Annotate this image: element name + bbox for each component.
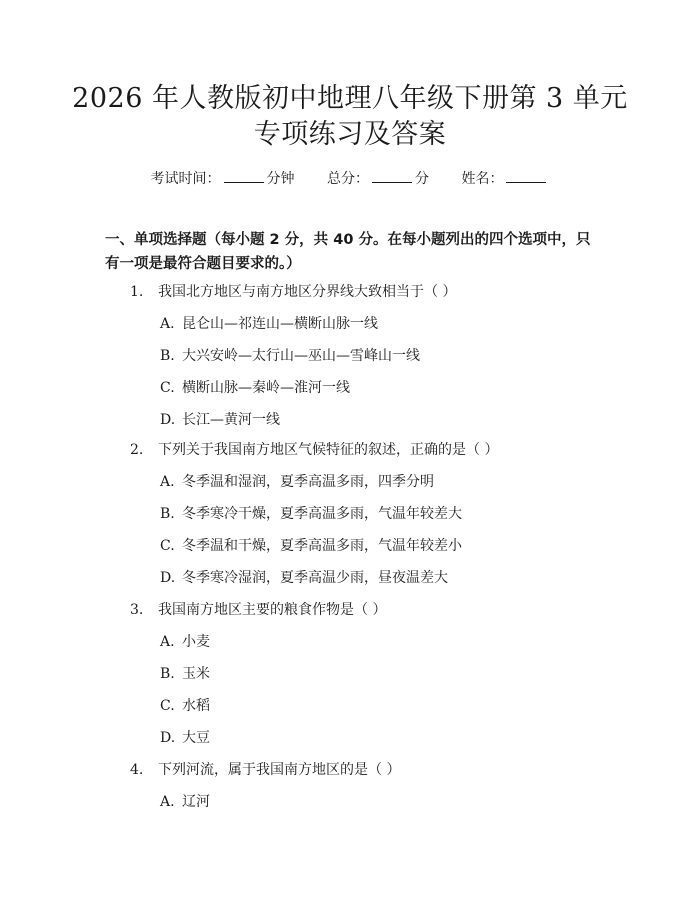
exam-time-unit: 分钟 — [266, 171, 295, 187]
total-score-label: 总分： — [327, 171, 369, 187]
option-text: 冬季温和湿润，夏季高温多雨，四季分明 — [182, 474, 434, 490]
option-text: 冬季寒冷干燥，夏季高温多雨，气温年较差大 — [182, 506, 462, 522]
question-1-option-b — [160, 346, 420, 366]
student-name-label: 姓名： — [461, 171, 504, 187]
question-number: 3. — [130, 602, 144, 618]
question-number: 4. — [130, 762, 144, 778]
total-score-blank — [372, 168, 412, 183]
option-letter: C. — [160, 698, 175, 714]
question-3-option-c — [160, 696, 210, 716]
option-text: 辽河 — [182, 794, 210, 810]
question-number: 2. — [130, 442, 144, 458]
question-stem: 下列关于我国南方地区气候特征的叙述，正确的是（ ） — [158, 442, 499, 458]
question-3-option-a — [160, 632, 210, 652]
option-letter: C. — [160, 538, 175, 554]
option-text: 冬季温和干燥，夏季高温多雨，气温年较差小 — [182, 538, 462, 554]
question-4 — [130, 760, 400, 780]
question-2 — [130, 440, 498, 460]
student-name-field — [461, 168, 549, 189]
option-letter: B. — [160, 506, 175, 522]
question-stem: 我国南方地区主要的粮食作物是（ ） — [158, 602, 387, 618]
question-3-option-d — [160, 728, 210, 748]
student-name-blank — [506, 168, 546, 183]
option-text: 大兴安岭—太行山—巫山—雪峰山一线 — [182, 348, 420, 364]
question-1-option-d — [160, 410, 280, 430]
option-text: 水稻 — [182, 698, 210, 714]
question-2-option-a — [160, 472, 434, 492]
question-2-option-b — [160, 504, 462, 524]
total-score-unit: 分 — [415, 171, 429, 187]
option-text: 小麦 — [182, 634, 210, 650]
question-stem: 下列河流，属于我国南方地区的是（ ） — [158, 762, 401, 778]
option-letter: D. — [160, 412, 176, 428]
question-stem: 我国北方地区与南方地区分界线大致相当于（ ） — [158, 284, 457, 300]
question-1-option-a — [160, 314, 378, 334]
option-letter: D. — [160, 730, 176, 746]
option-letter: D. — [160, 570, 176, 586]
option-letter: A. — [160, 634, 175, 650]
option-letter: B. — [160, 348, 175, 364]
question-number: 1. — [130, 284, 144, 300]
exam-meta — [0, 168, 700, 189]
option-text: 冬季寒冷湿润，夏季高温少雨，昼夜温差大 — [182, 570, 448, 586]
option-text: 大豆 — [182, 730, 210, 746]
option-letter: A. — [160, 794, 175, 810]
option-letter: B. — [160, 666, 175, 682]
option-letter: A. — [160, 474, 175, 490]
question-2-option-c — [160, 536, 462, 556]
page-title-line-1: 2026 年人教版初中地理八年级下册第 3 单元 — [72, 83, 628, 114]
option-letter: C. — [160, 380, 175, 396]
question-1-option-c — [160, 378, 350, 398]
option-text: 长江—黄河一线 — [182, 412, 280, 428]
section-heading: 一、单项选择题（每小题 2 分，共 40 分。在每小题列出的四个选项中，只有一项是最符合题目要求的。） — [105, 232, 591, 272]
question-2-option-d — [160, 568, 448, 588]
question-1 — [130, 282, 456, 302]
page-title-line-2: 专项练习及答案 — [253, 119, 447, 150]
total-score-field — [327, 168, 429, 189]
question-4-option-a — [160, 792, 210, 812]
option-text: 昆仑山—祁连山—横断山脉一线 — [182, 316, 378, 332]
question-3-option-b — [160, 664, 210, 684]
exam-time-label: 考试时间： — [150, 171, 221, 187]
question-3 — [130, 600, 386, 620]
option-text: 横断山脉—秦岭—淮河一线 — [182, 380, 350, 396]
option-text: 玉米 — [182, 666, 210, 682]
exam-time-blank — [224, 168, 264, 183]
option-letter: A. — [160, 316, 175, 332]
exam-time-field — [151, 168, 295, 189]
